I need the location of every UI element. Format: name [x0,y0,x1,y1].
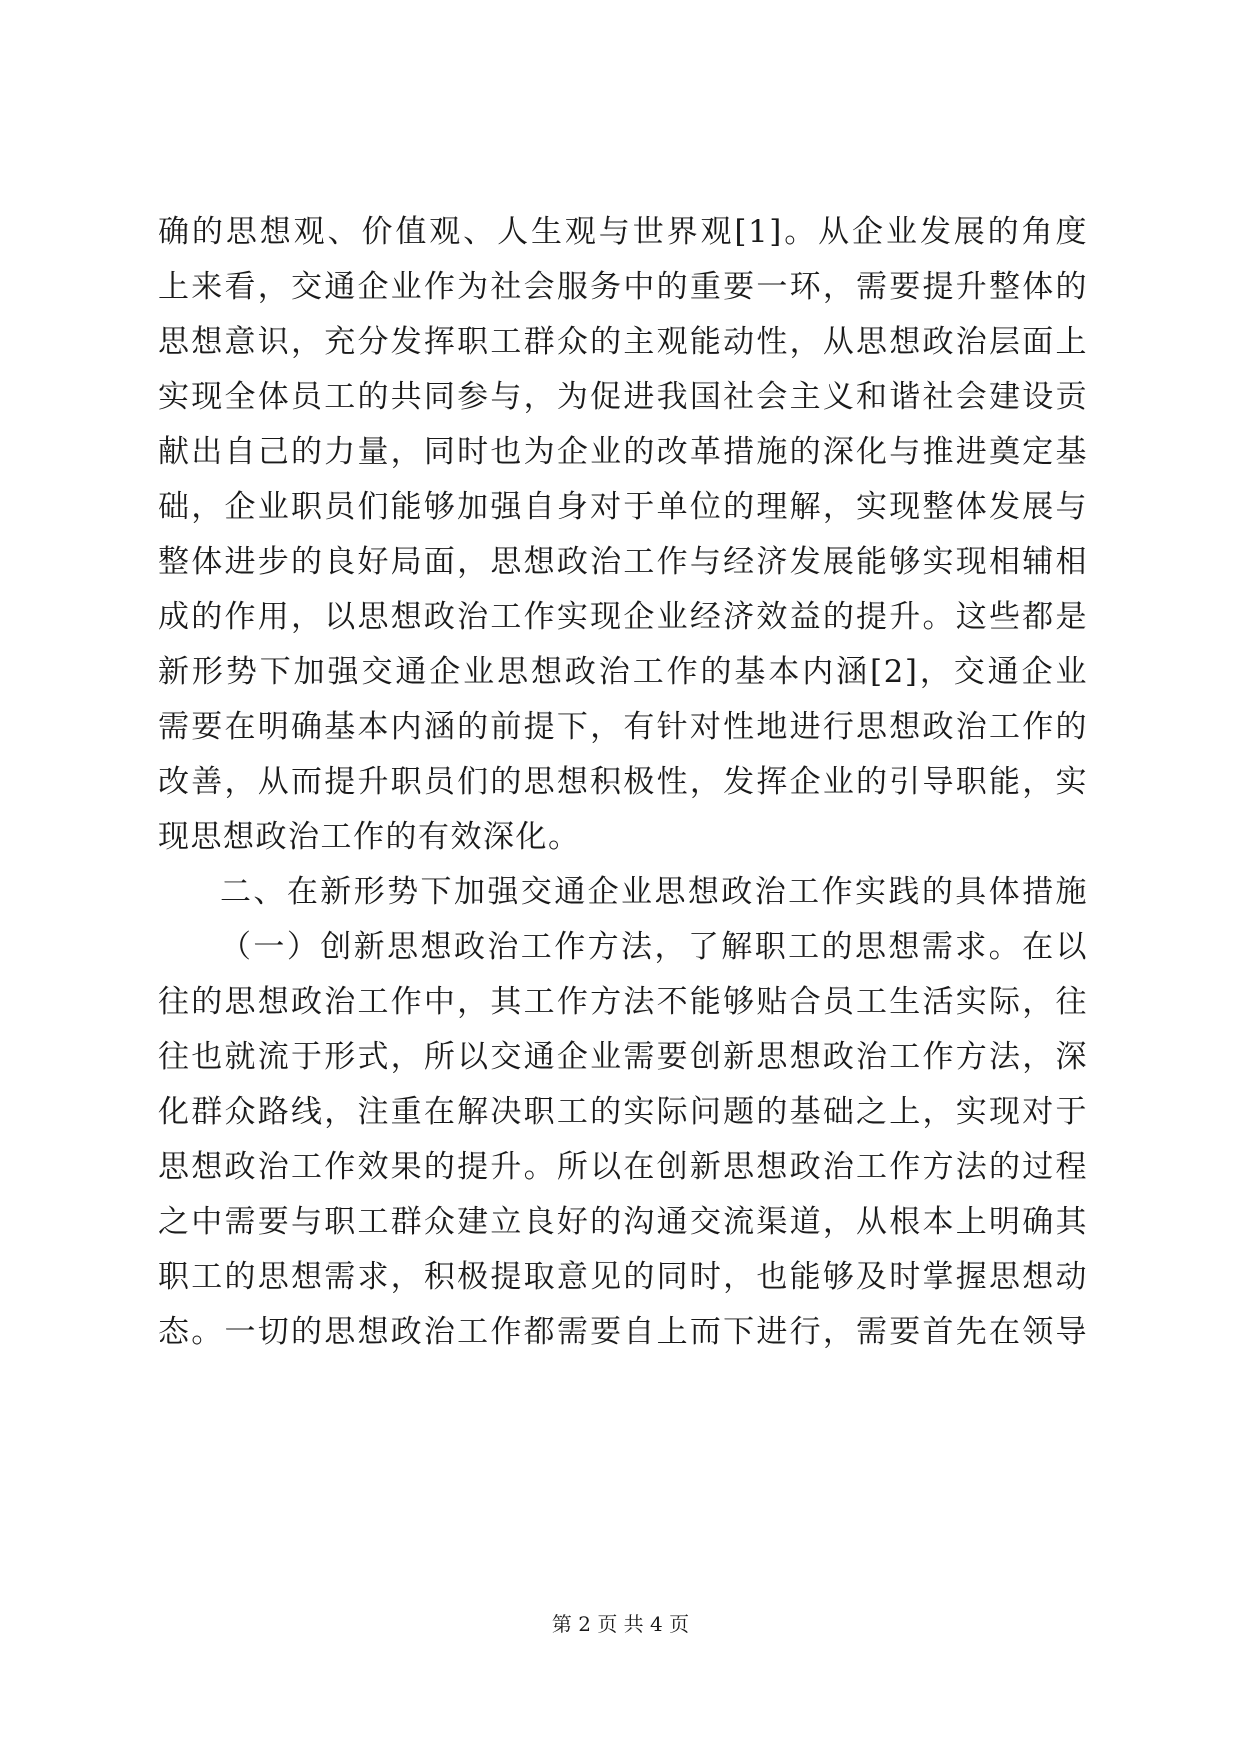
body-line: 往的思想政治工作中，其工作方法不能够贴合员工生活实际，往 [158,984,1088,1020]
body-line: 态。一切的思想政治工作都需要自上而下进行，需要首先在领导 [158,1314,1088,1350]
body-line: 职工的思想需求，积极提取意见的同时，也能够及时掌握思想动 [158,1259,1088,1295]
body-line: 思想意识，充分发挥职工群众的主观能动性，从思想政治层面上 [158,324,1088,360]
body-line: 成的作用，以思想政治工作实现企业经济效益的提升。这些都是 [158,599,1088,635]
body-line: 化群众路线，注重在解决职工的实际问题的基础之上，实现对于 [158,1094,1088,1130]
body-line: 思想政治工作效果的提升。所以在创新思想政治工作方法的过程 [158,1149,1088,1185]
body-line: 往也就流于形式，所以交通企业需要创新思想政治工作方法，深 [158,1039,1088,1075]
body-line: 上来看，交通企业作为社会服务中的重要一环，需要提升整体的 [158,269,1088,305]
section-heading: 二、在新形势下加强交通企业思想政治工作实践的具体措施 [220,874,1088,910]
page-number-footer: 第 2 页 共 4 页 [551,1612,690,1636]
body-line: 之中需要与职工群众建立良好的沟通交流渠道，从根本上明确其 [158,1204,1088,1240]
body-line: 实现全体员工的共同参与，为促进我国社会主义和谐社会建设贡 [158,379,1088,415]
body-line: 础，企业职员们能够加强自身对于单位的理解，实现整体发展与 [158,489,1088,525]
body-line: 确的思想观、价值观、人生观与世界观[1]。从企业发展的角度 [158,214,1088,250]
body-line: 改善，从而提升职员们的思想积极性，发挥企业的引导职能，实 [158,764,1088,800]
body-line: 整体进步的良好局面，思想政治工作与经济发展能够实现相辅相 [158,544,1088,580]
body-line: 需要在明确基本内涵的前提下，有针对性地进行思想政治工作的 [158,709,1088,745]
body-line: 献出自己的力量，同时也为企业的改革措施的深化与推进奠定基 [158,434,1088,470]
body-line: 新形势下加强交通企业思想政治工作的基本内涵[2]，交通企业 [158,654,1088,690]
body-line: 现思想政治工作的有效深化。 [158,819,581,855]
subsection-heading-line: （一）创新思想政治工作方法，了解职工的思想需求。在以 [220,929,1088,965]
